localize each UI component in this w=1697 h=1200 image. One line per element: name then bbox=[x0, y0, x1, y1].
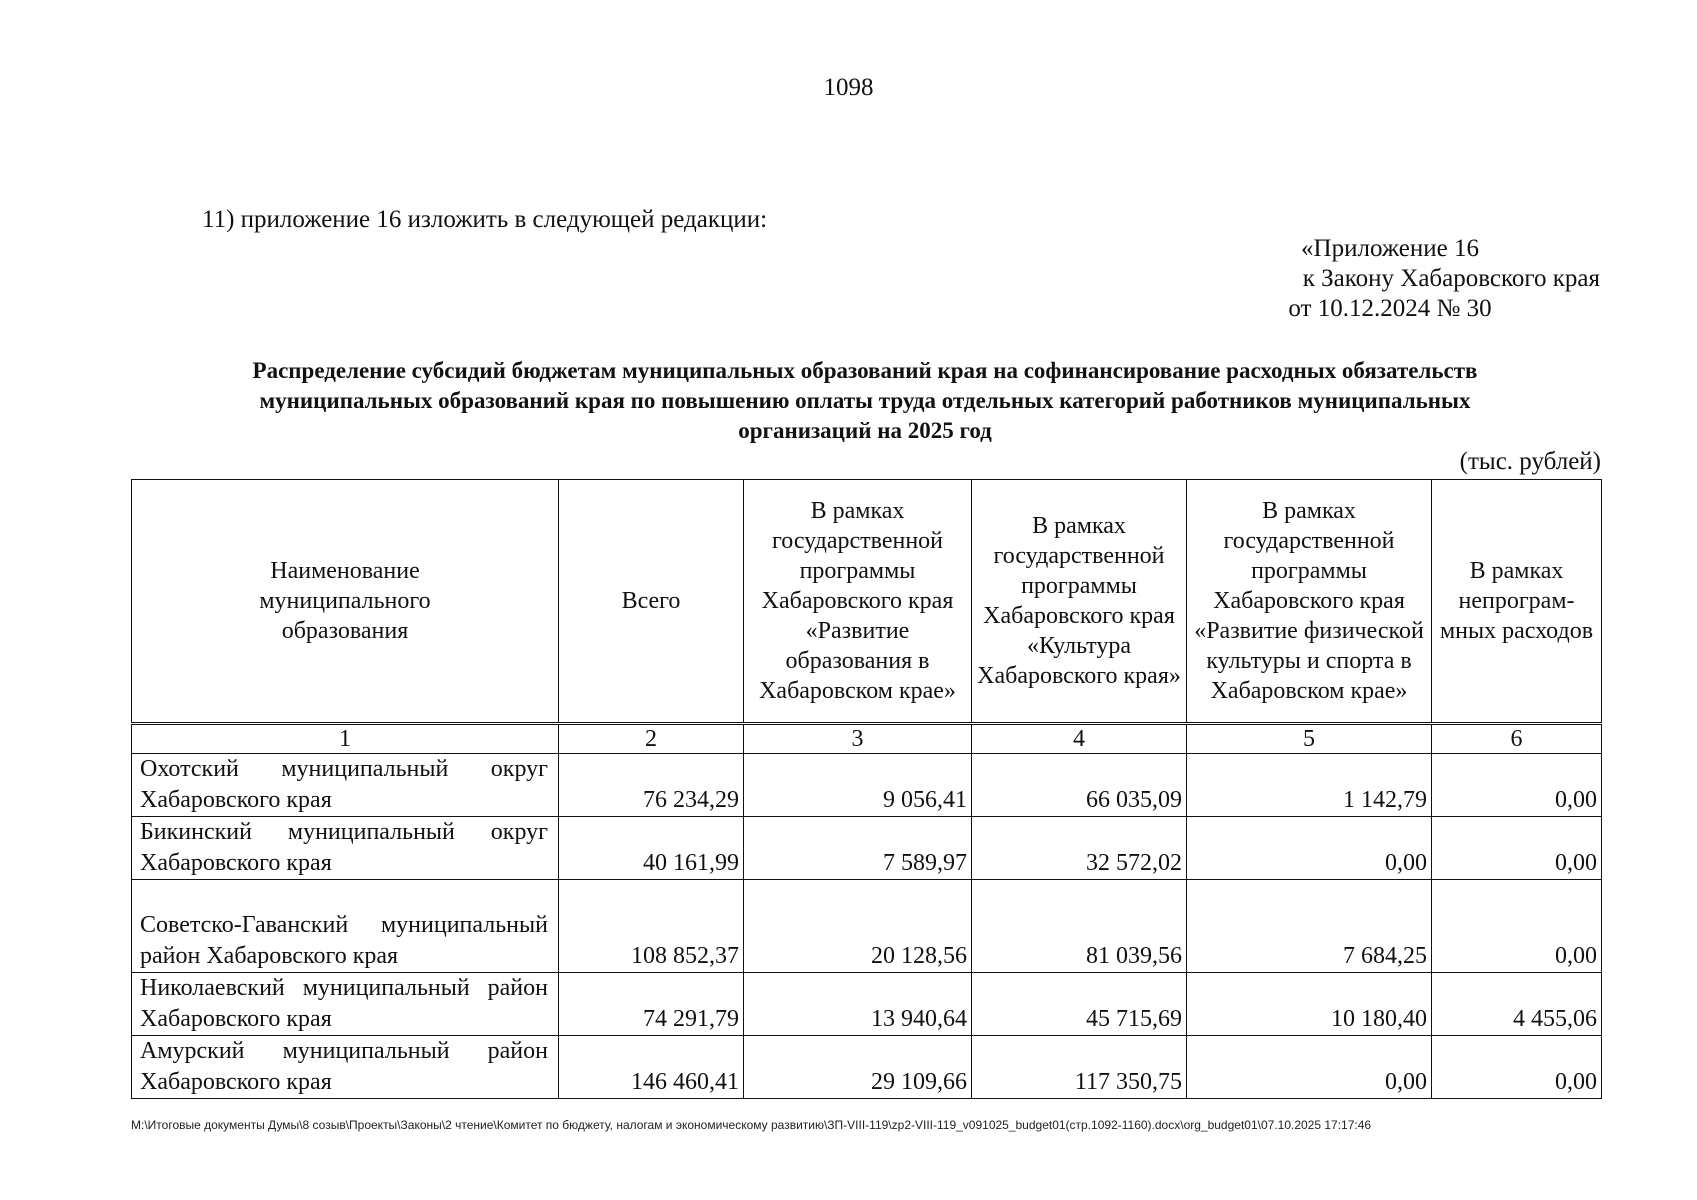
header-municipality: Наименование муниципального образования bbox=[132, 480, 559, 724]
column-number-row bbox=[132, 724, 1602, 754]
municipality-name: Николаевский муниципальный район Хабаровского края bbox=[132, 973, 559, 1036]
title-line-2: муниципальных образований края по повышению оплаты труда отдельных категорий работников муниципальных bbox=[259, 388, 1471, 413]
column-number: 6 bbox=[1432, 724, 1602, 754]
header-education-program: В рамках государственной программы Хабаровского края «Развитие образования в Хабаровском крае» bbox=[744, 480, 972, 724]
title-line-1: Распределение субсидий бюджетам муниципальных образований края на софинансирование расходных обязательств bbox=[252, 358, 1478, 383]
total-value: 76 234,29 bbox=[559, 754, 744, 817]
municipality-name: Бикинский муниципальный округ Хабаровского края bbox=[132, 817, 559, 880]
municipality-name: Амурский муниципальный район Хабаровского края bbox=[132, 1036, 559, 1099]
education-value: 29 109,66 bbox=[744, 1036, 972, 1099]
municipality-name: Советско-Гаванский муниципальный район Хабаровского края bbox=[132, 880, 559, 973]
culture-value: 45 715,69 bbox=[972, 973, 1187, 1036]
nonprogram-value: 4 455,06 bbox=[1432, 973, 1602, 1036]
appendix-reference bbox=[1180, 234, 1600, 324]
education-value: 7 589,97 bbox=[744, 817, 972, 880]
column-number: 5 bbox=[1187, 724, 1432, 754]
sport-value: 0,00 bbox=[1187, 817, 1432, 880]
column-number: 4 bbox=[972, 724, 1187, 754]
education-value: 20 128,56 bbox=[744, 880, 972, 973]
column-number: 1 bbox=[132, 724, 559, 754]
culture-value: 81 039,56 bbox=[972, 880, 1187, 973]
nonprogram-value: 0,00 bbox=[1432, 817, 1602, 880]
total-value: 108 852,37 bbox=[559, 880, 744, 973]
column-number: 3 bbox=[744, 724, 972, 754]
subsidy-table bbox=[131, 479, 1602, 1099]
table-row bbox=[132, 880, 1602, 973]
nonprogram-value: 0,00 bbox=[1432, 1036, 1602, 1099]
municipality-name: Охотский муниципальный округ Хабаровского края bbox=[132, 754, 559, 817]
nonprogram-value: 0,00 bbox=[1432, 880, 1602, 973]
document-title bbox=[150, 356, 1580, 446]
header-total: Всего bbox=[559, 480, 744, 724]
amendment-line: 11) приложение 16 изложить в следующей редакции: bbox=[202, 206, 768, 233]
header-culture-program: В рамках государственной программы Хабаровского края «Культура Хабаровского края» bbox=[972, 480, 1187, 724]
total-value: 40 161,99 bbox=[559, 817, 744, 880]
table-row bbox=[132, 817, 1602, 880]
total-value: 146 460,41 bbox=[559, 1036, 744, 1099]
appendix-line-1: «Приложение 16 bbox=[1301, 235, 1479, 262]
nonprogram-value: 0,00 bbox=[1432, 754, 1602, 817]
culture-value: 117 350,75 bbox=[972, 1036, 1187, 1099]
page-number: 1098 bbox=[823, 74, 874, 101]
education-value: 9 056,41 bbox=[744, 754, 972, 817]
table-row bbox=[132, 754, 1602, 817]
appendix-line-2: к Закону Хабаровского края bbox=[1302, 265, 1600, 292]
education-value: 13 940,64 bbox=[744, 973, 972, 1036]
culture-value: 32 572,02 bbox=[972, 817, 1187, 880]
column-number: 2 bbox=[559, 724, 744, 754]
footer-file-path: M:\Итоговые документы Думы\8 созыв\Проекты\Законы\2 чтение\Комитет по бюджету, налогам и экономическому развитию\ЗП-VIII-119\zp2-VIII-119_v091025_budget01(стр.1092-1160).docx\org_budget01\07.10.2025 17:17:46 bbox=[131, 1118, 1372, 1132]
table-row bbox=[132, 1036, 1602, 1099]
sport-value: 0,00 bbox=[1187, 1036, 1432, 1099]
sport-value: 10 180,40 bbox=[1187, 973, 1432, 1036]
title-line-3: организаций на 2025 год bbox=[738, 418, 992, 443]
table-row bbox=[132, 973, 1602, 1036]
units-label: (тыс. рублей) bbox=[1459, 448, 1601, 475]
header-nonprogram: В рамках непрограм- мных расходов bbox=[1432, 480, 1602, 724]
header-row bbox=[132, 480, 1602, 724]
total-value: 74 291,79 bbox=[559, 973, 744, 1036]
header-sport-program: В рамках государственной программы Хабаровского края «Развитие физической культуры и спорта в Хабаровском крае» bbox=[1187, 480, 1432, 724]
sport-value: 1 142,79 bbox=[1187, 754, 1432, 817]
culture-value: 66 035,09 bbox=[972, 754, 1187, 817]
appendix-line-3: от 10.12.2024 № 30 bbox=[1288, 295, 1492, 322]
sport-value: 7 684,25 bbox=[1187, 880, 1432, 973]
